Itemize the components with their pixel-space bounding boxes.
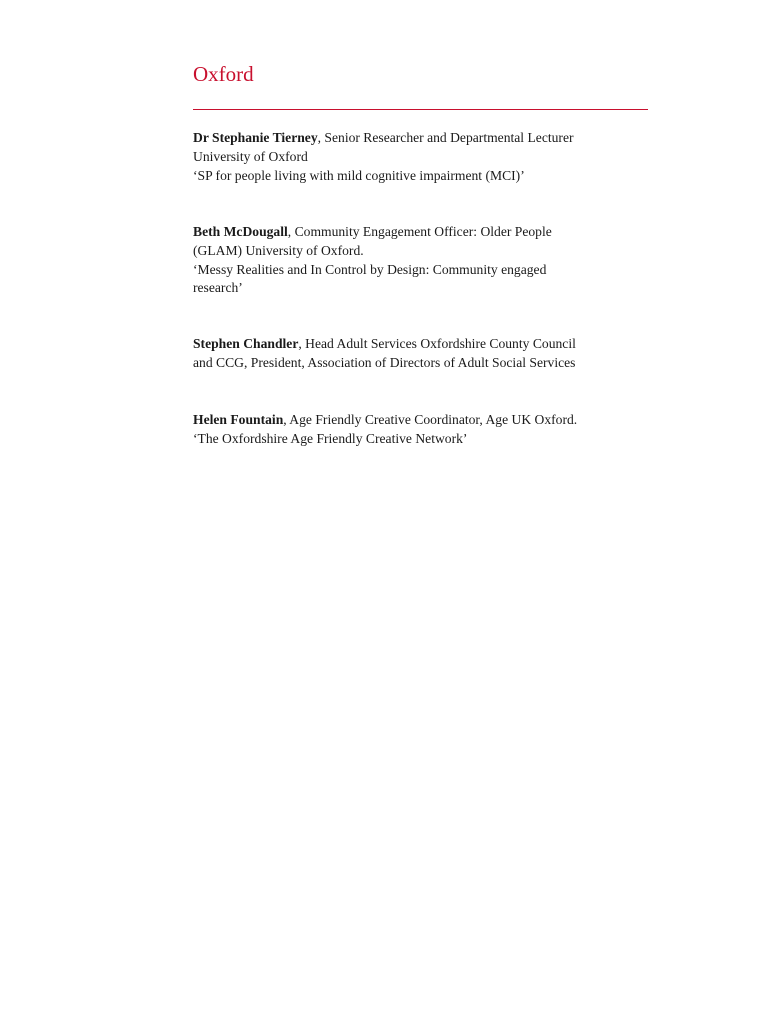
- speaker-name: Stephen Chandler: [193, 336, 299, 351]
- page-title: Oxford: [193, 62, 254, 86]
- speaker-role: , Senior Researcher and Departmental Lecturer: [317, 130, 574, 145]
- talk-title: ‘SP for people living with mild cognitive impairment (MCI)’: [193, 167, 525, 183]
- speaker-entry-beth-mcdougall: [193, 223, 653, 298]
- speaker-name: Beth McDougall: [193, 224, 288, 239]
- speaker-name: Dr Stephanie Tierney: [193, 130, 318, 145]
- speaker-role: , Community Engagement Officer: Older People: [287, 224, 552, 239]
- speaker-first-line: [193, 335, 653, 354]
- speaker-first-line: [193, 411, 653, 430]
- speaker-affiliation: University of Oxford: [193, 148, 308, 164]
- speaker-entry-stephanie-tierney: [193, 129, 653, 185]
- speaker-entry-helen-fountain: [193, 411, 653, 449]
- speaker-role: , Age Friendly Creative Coordinator, Age UK Oxford.: [283, 412, 578, 427]
- talk-title: ‘Messy Realities and In Control by Design: Community engaged: [193, 261, 547, 277]
- speaker-name: Helen Fountain: [193, 412, 284, 427]
- talk-title: ‘The Oxfordshire Age Friendly Creative Network’: [193, 430, 468, 446]
- speaker-role-continued: and CCG, President, Association of Directors of Adult Social Services: [193, 354, 576, 370]
- title-divider: [193, 109, 648, 110]
- talk-title-continued: research’: [193, 280, 243, 296]
- speaker-affiliation: (GLAM) University of Oxford.: [193, 242, 364, 258]
- speaker-role: , Head Adult Services Oxfordshire County Council: [298, 336, 576, 351]
- speaker-first-line: [193, 129, 653, 148]
- speaker-first-line: [193, 223, 653, 242]
- speaker-entry-stephen-chandler: [193, 335, 653, 373]
